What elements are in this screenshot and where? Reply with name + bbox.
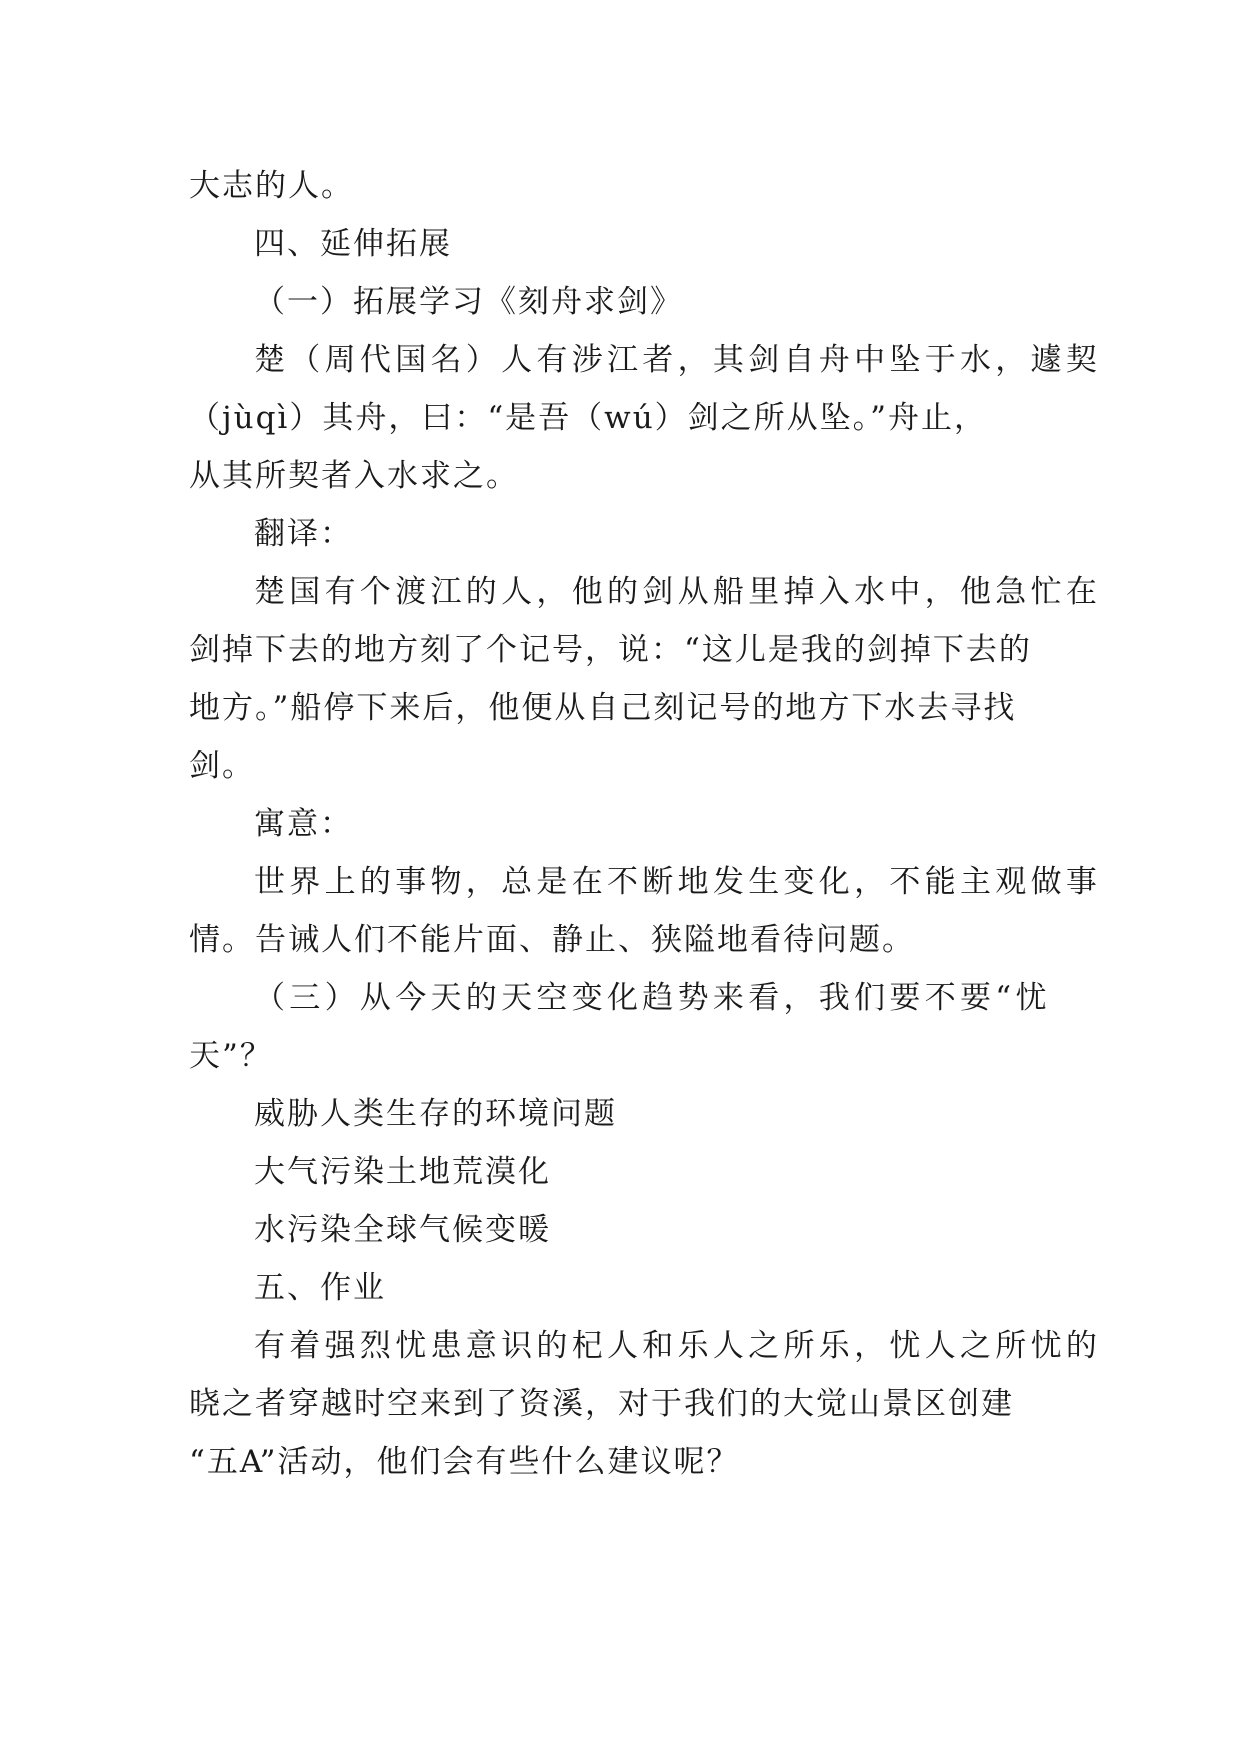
label-line: 翻译： [254, 516, 353, 552]
text-line: （jùqì）其舟，曰：“是吾（wú）剑之所从坠。”舟止， [189, 400, 988, 436]
text-line: 晓之者穿越时空来到了资溪，对于我们的大觉山景区创建 [189, 1386, 1014, 1422]
text-line: 世界上的事物，总是在不断地发生变化，不能主观做事 [254, 864, 1102, 900]
text-line: 天”？ [189, 1038, 273, 1074]
text-line: 大志的人。 [189, 168, 354, 204]
text-line: 威胁人类生存的环境问题 [254, 1096, 617, 1132]
text-line: 有着强烈忧患意识的杞人和乐人之所乐，忧人之所忧的 [254, 1328, 1102, 1364]
text-line: 地方。”船停下来后，他便从自己刻记号的地方下水去寻找 [189, 690, 1017, 726]
subsection-heading: （一）拓展学习《刻舟求剑》 [254, 284, 683, 320]
text-line: 楚（周代国名）人有涉江者，其剑自舟中坠于水，遽契 [254, 342, 1102, 378]
text-line: 从其所契者入水求之。 [189, 458, 519, 494]
text-line: 剑。 [189, 748, 255, 784]
subsection-heading: （三）从今天的天空变化趋势来看，我们要不要“忧 [254, 980, 1051, 1016]
text-line: 楚国有个渡江的人，他的剑从船里掉入水中，他急忙在 [254, 574, 1102, 610]
text-line: 情。告诫人们不能片面、静止、狭隘地看待问题。 [189, 922, 915, 958]
text-line: “五A”活动，他们会有些什么建议呢？ [189, 1444, 740, 1480]
label-line: 寓意： [254, 806, 353, 842]
text-line: 大气污染土地荒漠化 [254, 1154, 551, 1190]
section-heading: 五、作业 [254, 1270, 386, 1306]
text-line: 水污染全球气候变暖 [254, 1212, 551, 1248]
text-line: 剑掉下去的地方刻了个记号，说：“这儿是我的剑掉下去的 [189, 632, 1032, 668]
section-heading: 四、延伸拓展 [254, 226, 452, 262]
